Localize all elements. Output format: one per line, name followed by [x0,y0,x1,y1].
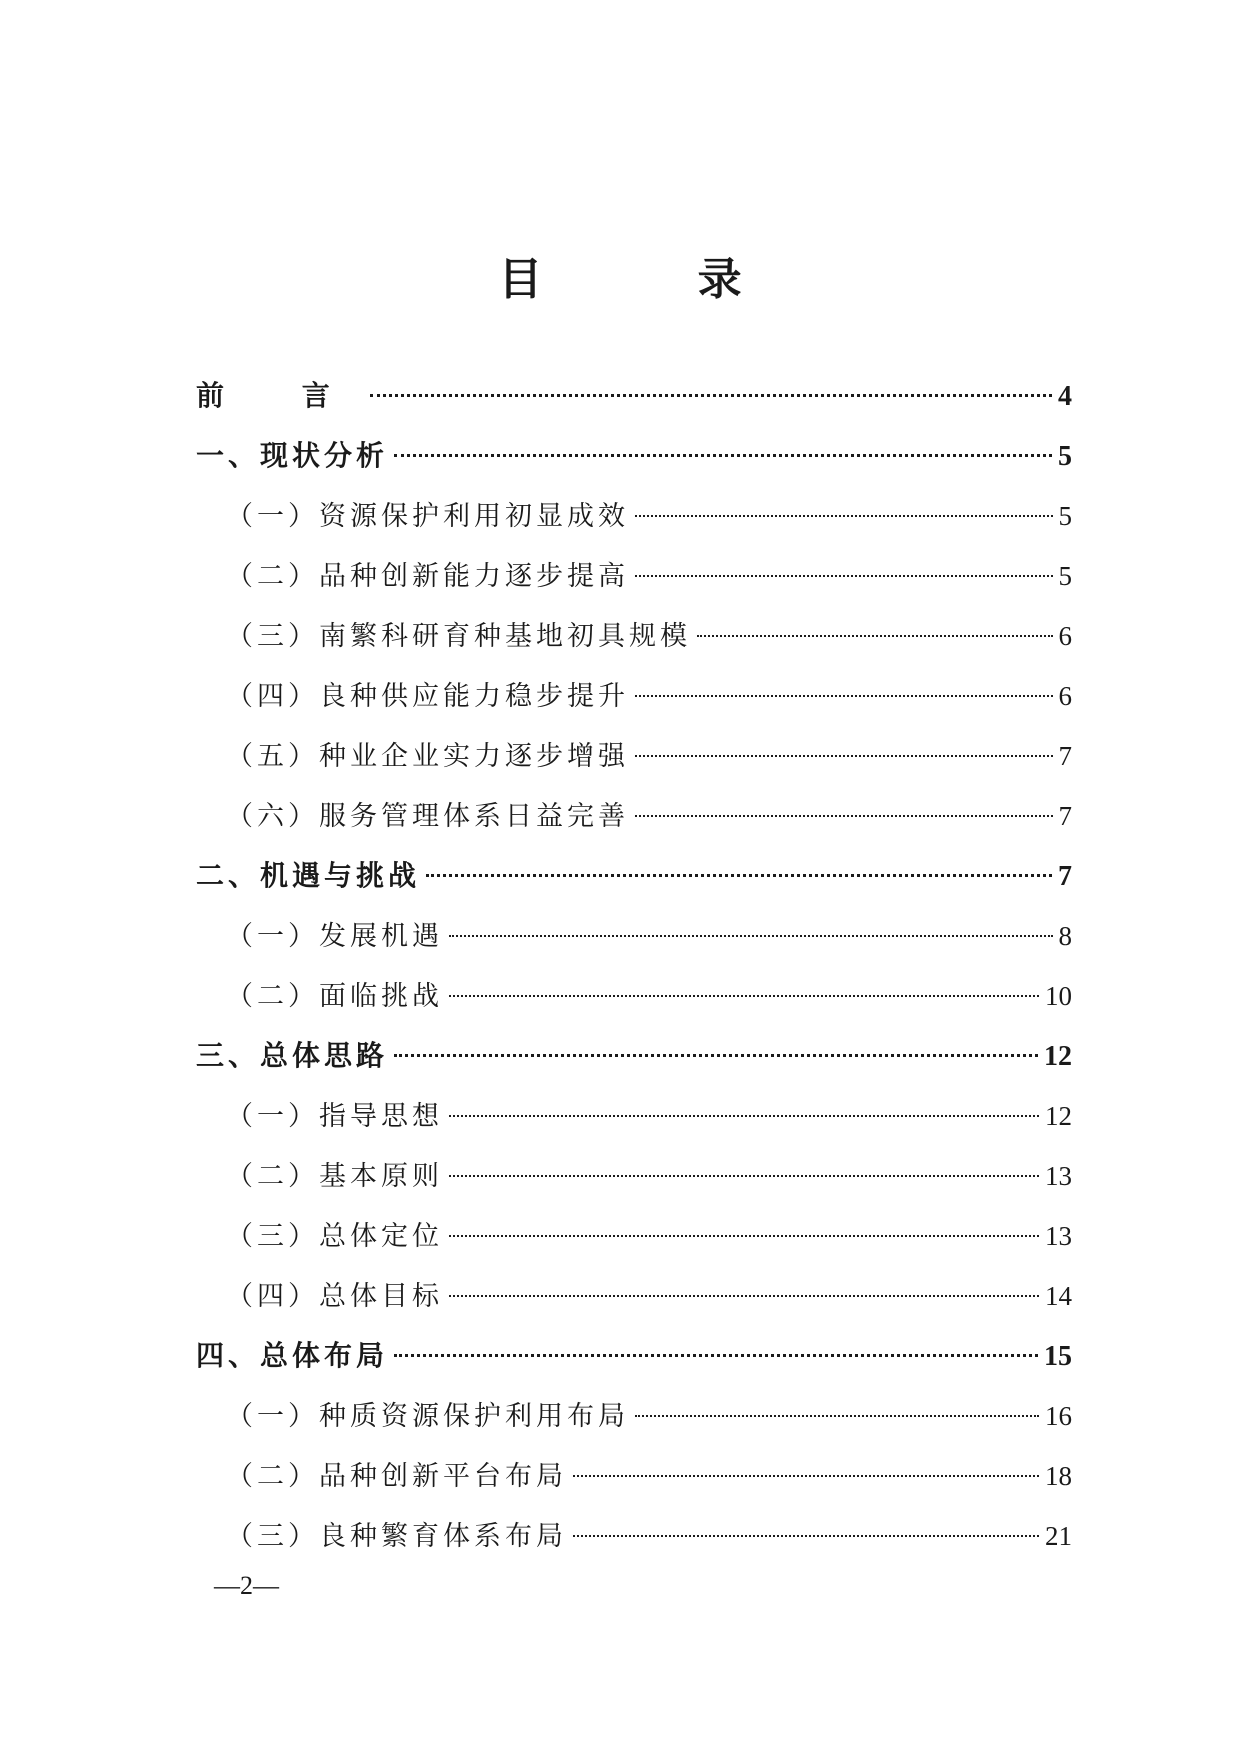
toc-entry-section[interactable] [226,486,1072,546]
toc-entry-page-number: 18 [1045,1461,1072,1491]
toc-entry-section[interactable] [226,786,1072,846]
dot-leader [449,935,1053,937]
toc-entry-page-number: 5 [1058,501,1072,531]
dot-leader [449,1175,1039,1177]
dot-leader [449,1235,1039,1237]
toc-entry-section[interactable] [226,606,1072,666]
dot-leader [635,695,1053,697]
toc-entry-page-number: 12 [1044,1041,1072,1072]
toc-entry-page-number: 6 [1058,621,1072,651]
toc-entry-page-number: 7 [1058,801,1072,831]
toc-entry-page-number: 13 [1045,1221,1072,1251]
toc-entry-page-number: 8 [1058,921,1072,951]
toc-entry-page-number: 15 [1044,1341,1072,1372]
toc-entry-page-number: 7 [1058,741,1072,771]
dot-leader [635,1415,1039,1417]
toc-entry-label: （一）指导思想 [226,1101,443,1132]
toc-entry-label: （一）发展机遇 [226,921,443,952]
dot-leader [635,815,1053,817]
toc-entry-label: （一）资源保护利用初显成效 [226,501,629,532]
toc-entry-label: 一、现状分析 [196,439,389,472]
toc-entry-label: （一）种质资源保护利用布局 [226,1401,629,1432]
toc-entry-label: （四）总体目标 [226,1281,443,1312]
toc-entry-section[interactable] [226,1086,1072,1146]
toc-entry-chapter-3[interactable] [196,1026,1072,1086]
toc-entry-page-number: 5 [1058,441,1072,472]
toc-entry-page-number: 12 [1045,1101,1072,1131]
dot-leader [394,1054,1038,1057]
toc-entry-page-number: 16 [1045,1401,1072,1431]
dot-leader [426,874,1052,877]
dot-leader [635,515,1053,517]
dot-leader [394,1354,1038,1357]
toc-entry-label: （六）服务管理体系日益完善 [226,801,629,832]
toc-entry-preface[interactable] [196,366,1072,426]
toc-entry-page-number: 5 [1058,561,1072,591]
toc-entry-label: （二）基本原则 [226,1161,443,1192]
toc-entry-chapter-1[interactable] [196,426,1072,486]
toc-entry-page-number: 13 [1045,1161,1072,1191]
toc-entry-section[interactable] [226,1386,1072,1446]
dot-leader [394,454,1052,457]
dot-leader [573,1475,1039,1477]
toc-entry-label: （二）品种创新能力逐步提高 [226,561,629,592]
toc-entry-section[interactable] [226,906,1072,966]
toc-entry-label: （五）种业企业实力逐步增强 [226,741,629,772]
toc-entry-page-number: 7 [1058,861,1072,892]
toc-entry-label: 四、总体布局 [196,1339,389,1372]
toc-entry-label: （三）南繁科研育种基地初具规模 [226,621,691,652]
toc-entry-section[interactable] [226,1506,1072,1566]
toc-entry-label: （三）总体定位 [226,1221,443,1252]
toc-entry-page-number: 14 [1045,1281,1072,1311]
dot-leader [449,995,1039,997]
toc-entry-page-number: 6 [1058,681,1072,711]
dot-leader [370,394,1052,397]
toc-entry-section[interactable] [226,546,1072,606]
page-number-footer: —2— [214,1571,279,1600]
toc-entry-page-number: 21 [1045,1521,1072,1551]
toc-entry-label: （三）良种繁育体系布局 [226,1521,567,1552]
toc-entry-section[interactable] [226,726,1072,786]
toc-entry-page-number: 4 [1058,381,1072,412]
toc-entry-section[interactable] [226,1446,1072,1506]
toc-entry-label: 二、机遇与挑战 [196,859,421,892]
dot-leader [573,1535,1039,1537]
toc-entry-section[interactable] [226,1266,1072,1326]
page-title: 目 录 [498,254,812,305]
toc-entry-section[interactable] [226,966,1072,1026]
toc-entry-label: （四）良种供应能力稳步提升 [226,681,629,712]
toc-entry-label: 前 言 [196,379,364,412]
toc-entry-section[interactable] [226,1206,1072,1266]
dot-leader [635,755,1053,757]
toc-entry-label: （二）面临挑战 [226,981,443,1012]
toc-entry-page-number: 10 [1045,981,1072,1011]
toc-entry-section[interactable] [226,1146,1072,1206]
dot-leader [697,635,1053,637]
dot-leader [449,1295,1039,1297]
toc-entry-section[interactable] [226,666,1072,726]
toc-entry-chapter-4[interactable] [196,1326,1072,1386]
dot-leader [449,1115,1039,1117]
dot-leader [635,575,1053,577]
toc-entry-label: 三、总体思路 [196,1039,389,1072]
toc-entry-label: （二）品种创新平台布局 [226,1461,567,1492]
toc-entry-chapter-2[interactable] [196,846,1072,906]
